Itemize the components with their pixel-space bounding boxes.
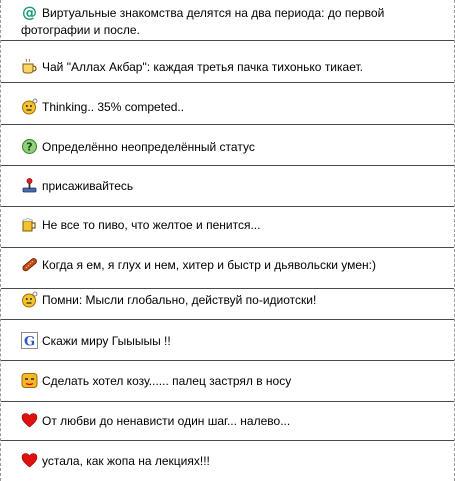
status-text: Thinking.. 35% competed..	[42, 100, 185, 114]
status-row-2[interactable]	[1, 42, 454, 83]
status-row-1[interactable]	[1, 0, 454, 41]
status-row-12[interactable]	[1, 442, 454, 481]
status-text: Виртуальные знакомства делятся на два периода: до первой фотографии и после.	[21, 6, 385, 37]
at-sign-icon	[21, 4, 38, 21]
status-row-9[interactable]	[1, 321, 454, 361]
status-text: присаживайтесь	[42, 179, 134, 193]
status-row-3[interactable]	[1, 84, 454, 125]
question-mark-icon	[21, 138, 38, 155]
status-text: устала, как жопа на лекциях!!!	[42, 454, 210, 468]
heart-icon	[21, 412, 38, 429]
status-row-11[interactable]	[1, 403, 454, 441]
status-text: Скажи миру Гыыыыы !!	[42, 334, 171, 348]
thinking-smiley-icon	[21, 98, 38, 115]
thinking-smiley-icon	[21, 291, 38, 308]
status-text: Сделать хотел козу...... палец застрял в носу	[42, 374, 292, 388]
status-row-8[interactable]	[1, 290, 454, 320]
svg-text:G: G	[23, 334, 36, 349]
google-g-icon	[21, 332, 38, 349]
status-text: Чай "Аллах Акбар": каждая третья пачка тихонько тикает.	[42, 60, 363, 74]
status-text: Не все то пиво, что желтое и пенится...	[42, 218, 261, 232]
sleepy-smiley-icon	[21, 372, 38, 389]
status-row-4[interactable]	[1, 126, 454, 166]
heart-icon	[21, 452, 38, 469]
status-row-6[interactable]	[1, 208, 454, 248]
status-text: От любви до ненависти один шаг... налево...	[42, 414, 291, 428]
beer-mug-icon	[21, 216, 38, 233]
status-row-7[interactable]	[1, 249, 454, 289]
status-row-5[interactable]	[1, 167, 454, 207]
status-row-10[interactable]	[1, 362, 454, 402]
coffee-cup-icon	[21, 58, 38, 75]
status-text: Помни: Мысли глобально, действуй по-идиотски!	[42, 293, 317, 307]
joystick-icon	[21, 177, 38, 194]
svg-text:@: @	[22, 4, 37, 21]
sausage-icon	[21, 256, 38, 273]
svg-text:?: ?	[26, 140, 33, 154]
status-text: Определённо неопределённый статус	[42, 140, 255, 154]
status-text: Когда я ем, я глух и нем, хитер и быстр и дьявольски умен:)	[42, 258, 376, 272]
